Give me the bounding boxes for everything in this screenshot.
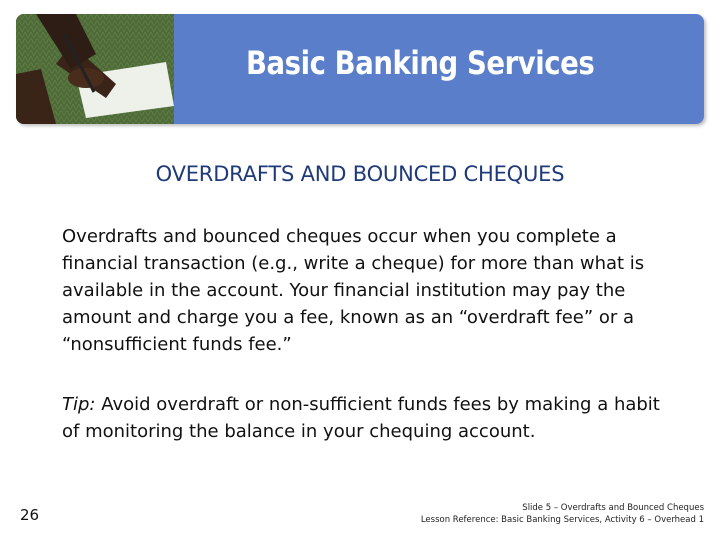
page-number: 26 (20, 506, 40, 524)
hand-writing-cheque-illustration (16, 14, 174, 124)
tip-label: Tip: (62, 394, 96, 415)
banner-title: Basic Banking Services (246, 44, 595, 82)
overdraft-paragraph: Overdrafts and bounced cheques occur when you complete a financial transaction (e.g., write a cheque) for more than what is available in the account. Your financial institution may pay the amount and charge you a fee, known as an “overdraft fee” or a “nonsufficient funds fee.” (62, 226, 645, 355)
slide-reference: Slide 5 – Overdrafts and Bounced Cheques (522, 503, 704, 513)
lesson-reference: Lesson Reference: Basic Banking Services, Activity 6 – Overhead 1 (420, 515, 704, 525)
slide-footer (421, 502, 704, 526)
tip-text: Avoid overdraft or non-sufficient funds fees by making a habit of monitoring the balance in your chequing account. (62, 394, 660, 442)
slide-heading: OVERDRAFTS AND BOUNCED CHEQUES (155, 162, 565, 186)
banner-photo (16, 14, 174, 124)
header-banner (16, 14, 704, 124)
tip-paragraph (62, 391, 672, 445)
